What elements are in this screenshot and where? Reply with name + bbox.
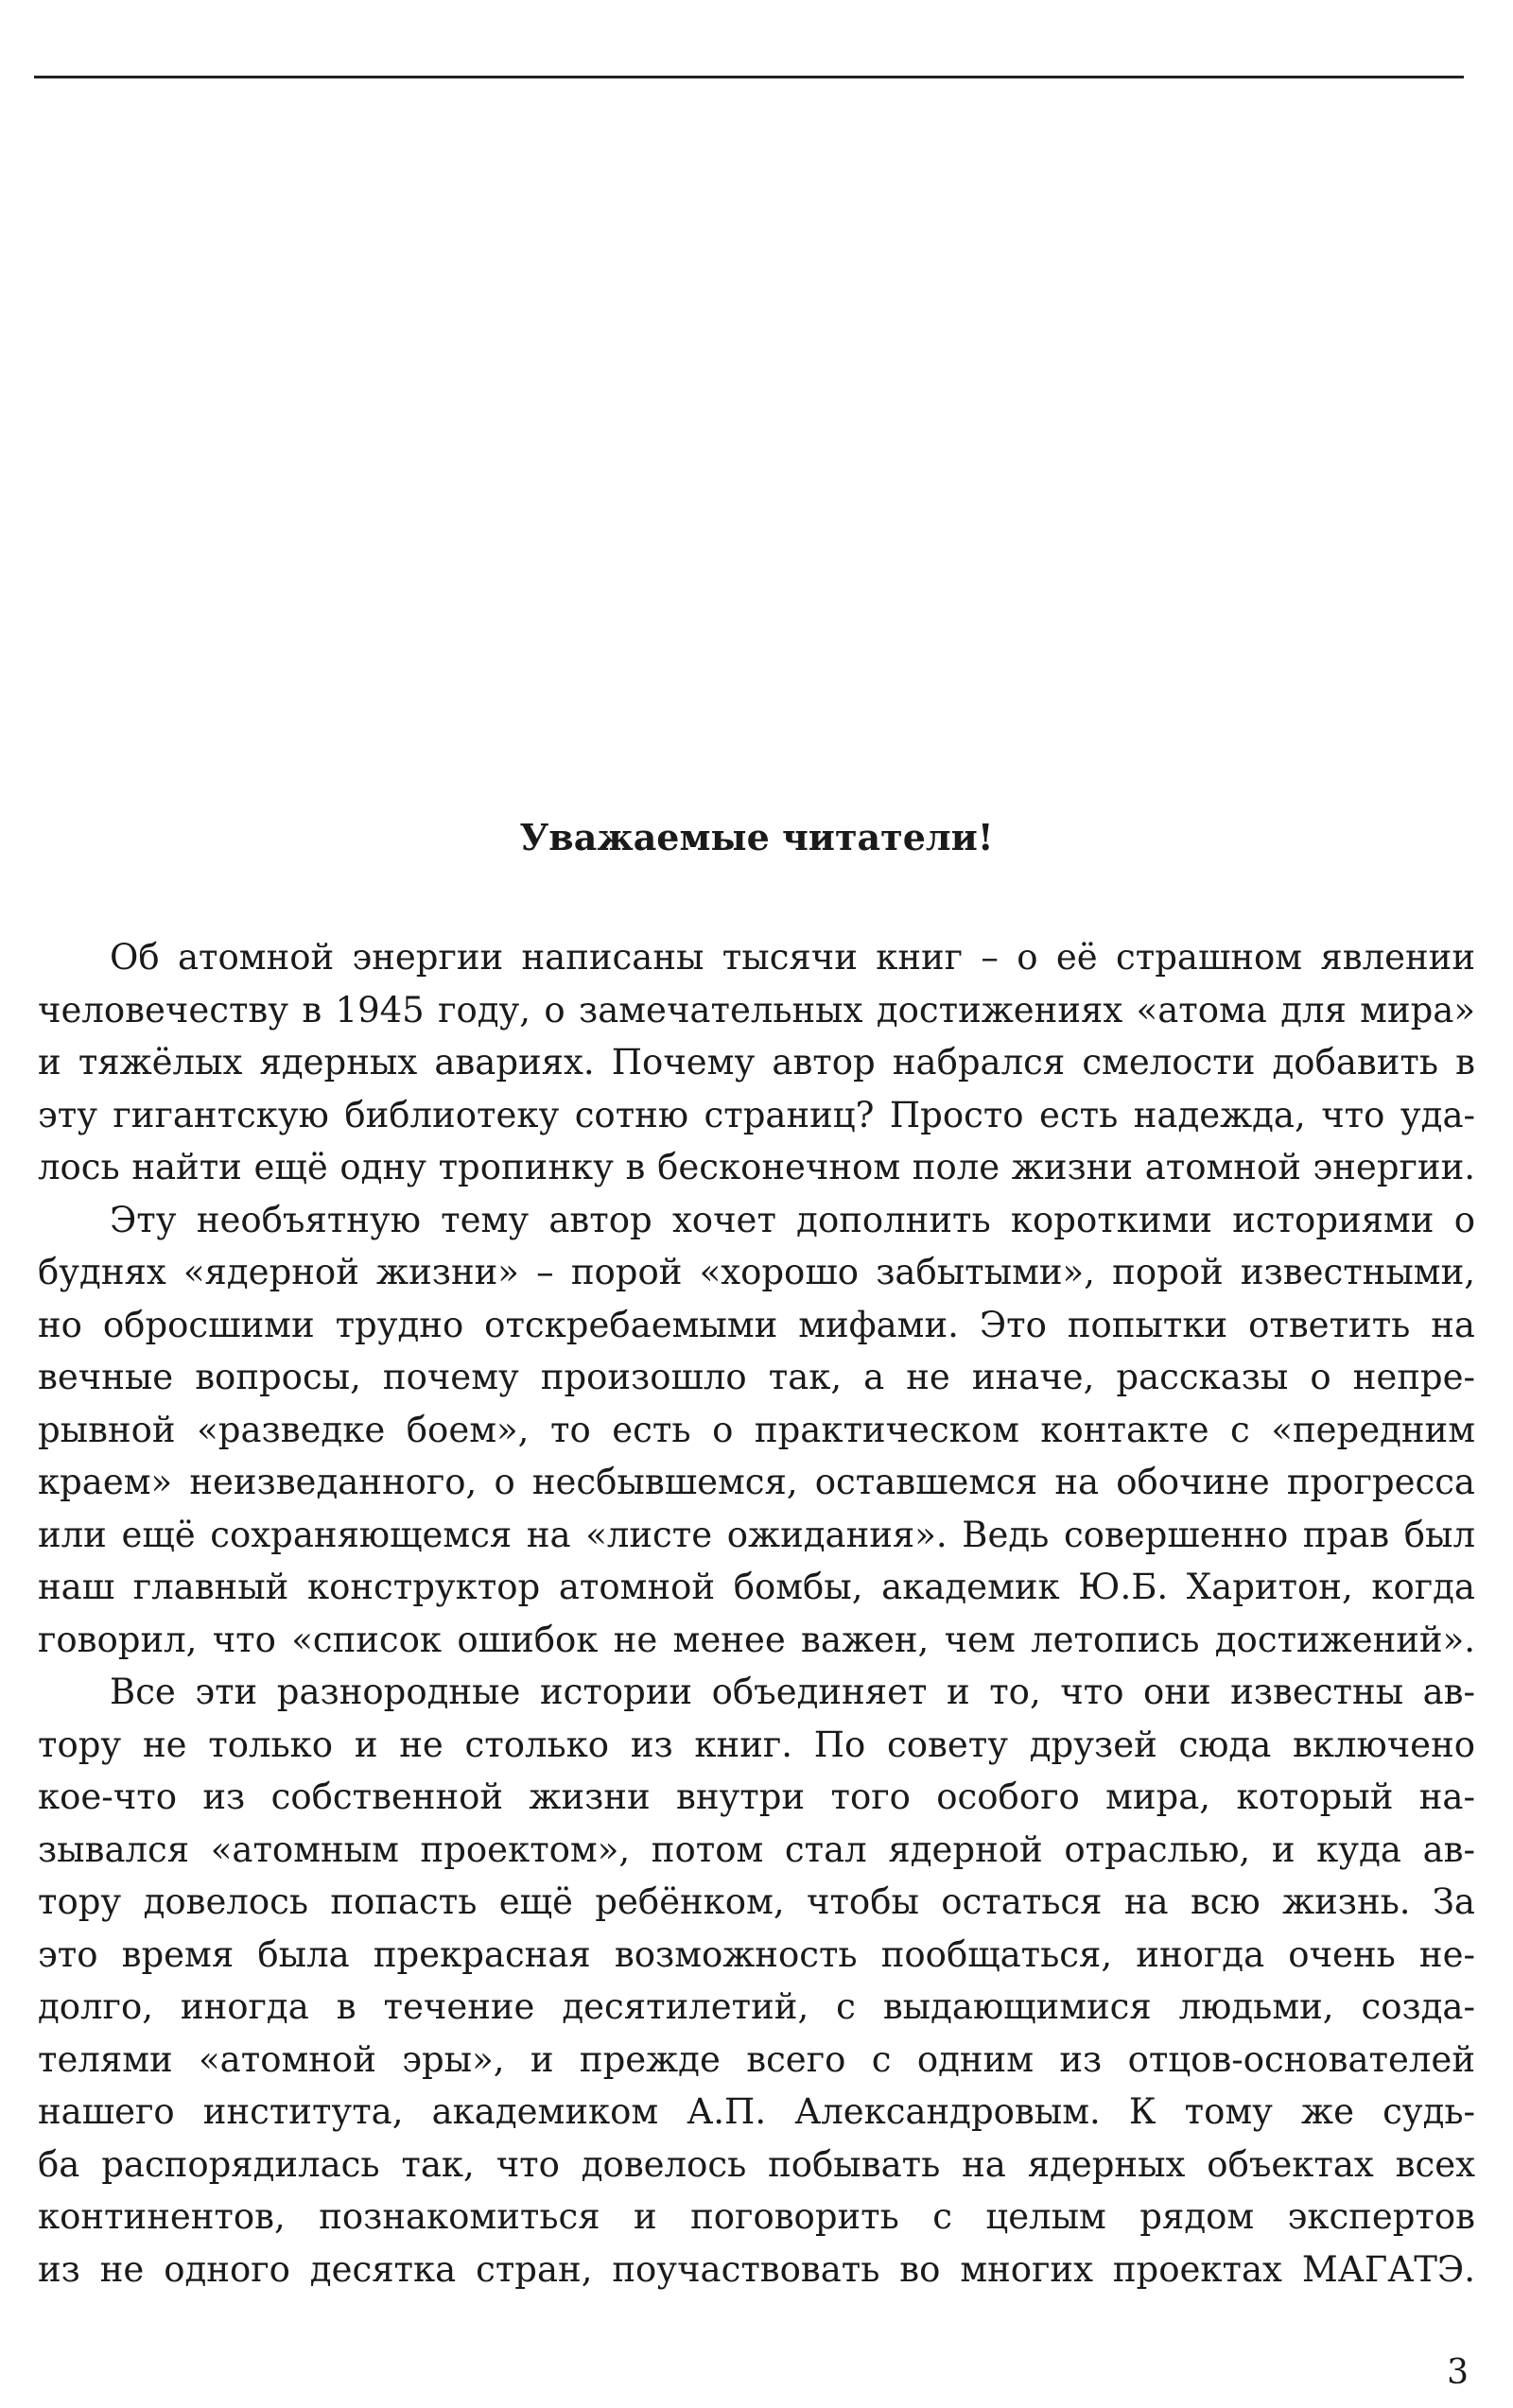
text-line: но обросшими трудно отскребаемыми мифами. Это попытки ответить на bbox=[38, 1304, 1475, 1345]
text-line: наш главный конструктор атомной бомбы, академик Ю.Б. Харитон, когда bbox=[38, 1567, 1475, 1607]
text-line: Об атомной энергии написаны тысячи книг – о её страшном явлении bbox=[110, 937, 1475, 978]
text-line: тору не только и не столько из книг. По совету друзей сюда включено bbox=[38, 1724, 1475, 1765]
text-line: это время была прекрасная возможность пообщаться, иногда очень не- bbox=[38, 1933, 1475, 1975]
text-line: тору довелось попасть ещё ребёнком, чтобы остаться на всю жизнь. За bbox=[38, 1881, 1475, 1922]
text-line: или ещё сохраняющемся на «листе ожидания». Ведь совершенно прав был bbox=[38, 1514, 1475, 1555]
text-line: говорил, что «список ошибок не менее важен, чем летопись достижений». bbox=[38, 1619, 1475, 1660]
text-line: нашего института, академиком А.П. Александровым. К тому же судь- bbox=[38, 2091, 1475, 2132]
text-line: и тяжёлых ядерных авариях. Почему автор набрался смелости добавить в bbox=[38, 1042, 1475, 1083]
text-line: краем» неизведанного, о несбывшемся, оставшемся на обочине прогресса bbox=[38, 1462, 1475, 1502]
text-line: из не одного десятка стран, поучаствовать во многих проектах МАГАТЭ. bbox=[38, 2248, 1475, 2290]
text-line: долго, иногда в течение десятилетий, с выдающимися людьми, созда- bbox=[38, 1986, 1475, 2027]
text-line: кое-что из собственной жизни внутри того особого мира, который на- bbox=[38, 1776, 1475, 1817]
text-line: рывной «разведке боем», то есть о практическом контакте с «передним bbox=[38, 1409, 1475, 1450]
header-rule bbox=[34, 76, 1464, 78]
page-title: Уважаемые читатели! bbox=[519, 816, 994, 858]
text-line: лось найти ещё одну тропинку в бесконечном поле жизни атомной энергии. bbox=[38, 1147, 1475, 1187]
text-line: ба распорядилась так, что довелось побывать на ядерных объектах всех bbox=[38, 2143, 1475, 2185]
text-line: телями «атомной эры», и прежде всего с одним из отцов-основателей bbox=[38, 2038, 1475, 2080]
text-line: Эту необъятную тему автор хочет дополнить короткими историями о bbox=[110, 1199, 1475, 1240]
text-line: человечеству в 1945 году, о замечательных достижениях «атома для мира» bbox=[38, 989, 1475, 1031]
page-number: 3 bbox=[1447, 2353, 1469, 2392]
text-line: буднях «ядерной жизни» – порой «хорошо забытыми», порой известными, bbox=[38, 1252, 1475, 1292]
text-line: континентов, познакомиться и поговорить с целым рядом экспертов bbox=[38, 2196, 1475, 2237]
text-line: эту гигантскую библиотеку сотню страниц? Просто есть надежда, что уда- bbox=[38, 1094, 1475, 1135]
text-line: вечные вопросы, почему произошло так, а не иначе, рассказы о непре- bbox=[38, 1357, 1475, 1397]
text-line: зывался «атомным проектом», потом стал ядерной отраслью, и куда ав- bbox=[38, 1828, 1475, 1870]
body-text bbox=[38, 931, 1475, 2295]
text-line: Все эти разнородные истории объединяет и то, что они известны ав- bbox=[110, 1672, 1475, 1712]
